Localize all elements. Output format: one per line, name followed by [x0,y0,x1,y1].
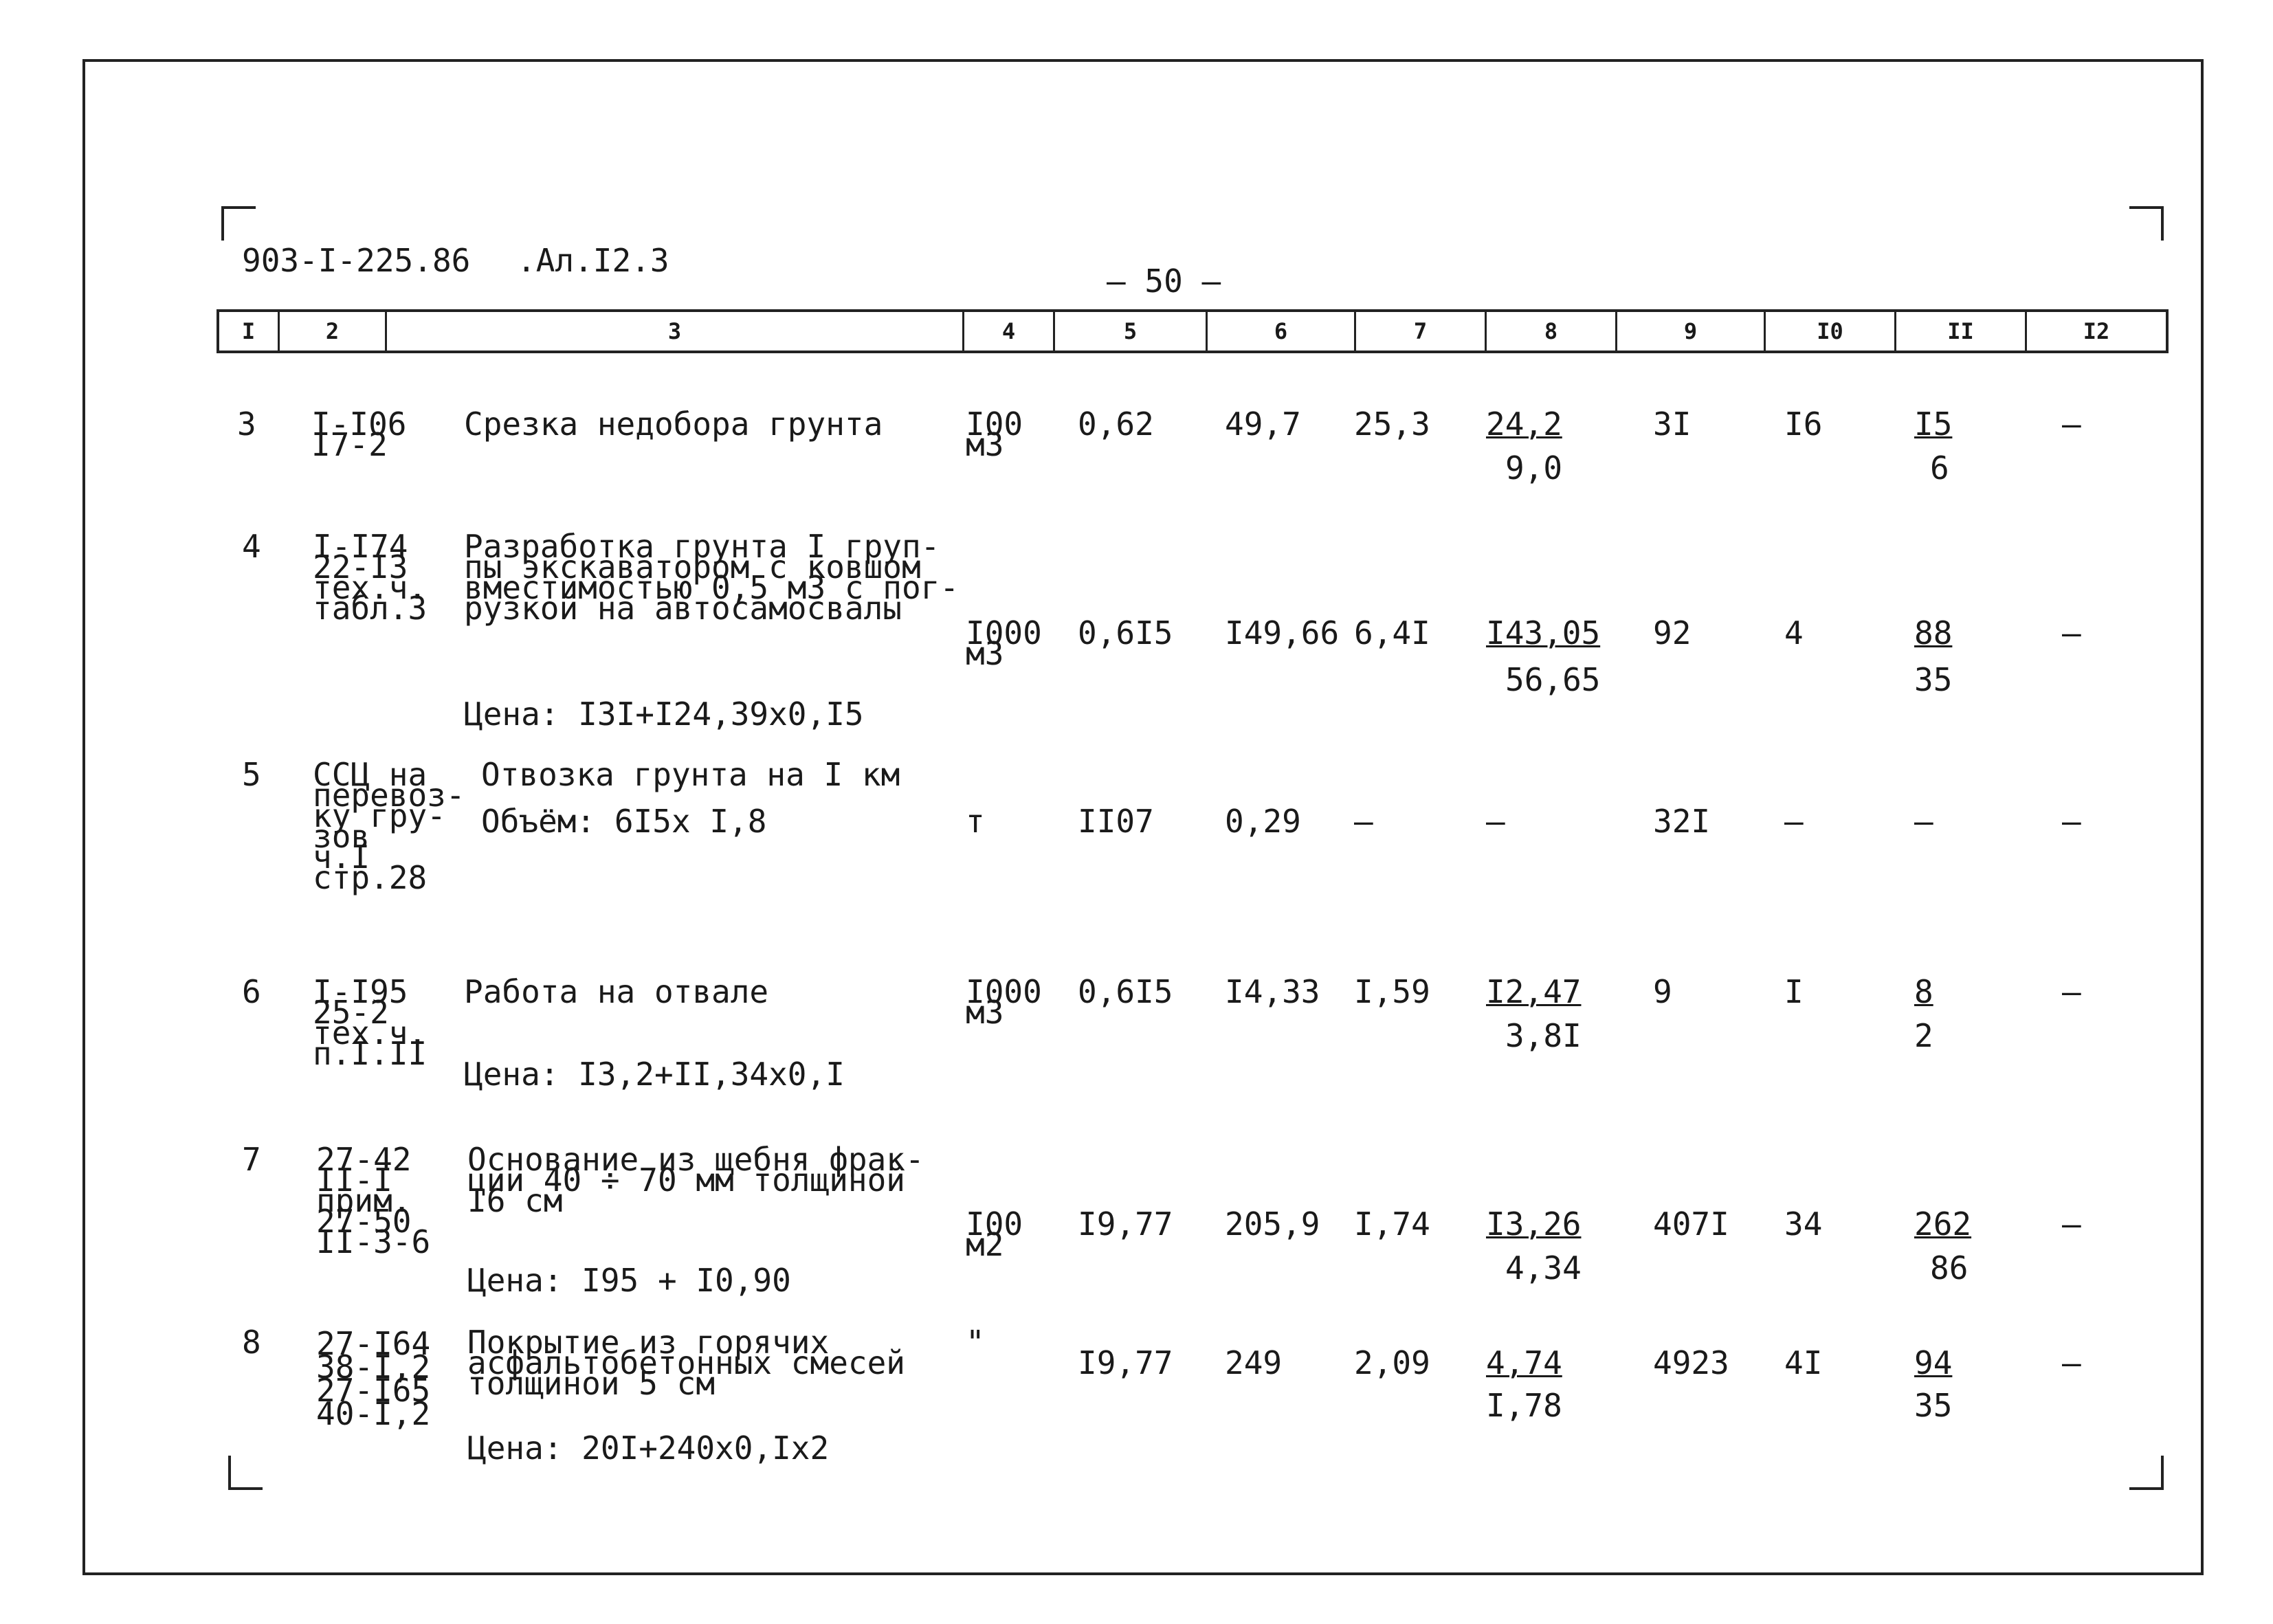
quantity: I9,77 [1078,1205,1173,1243]
column-number-row [217,309,2169,353]
work-description: Разработка грунта I груп- пы экскаватором с ковшом вместимостью 0,5 м3 с пог- рузкой на автосамосвалы [464,528,960,627]
col11-bottom-value: 86 [1930,1249,1969,1287]
work-description: Срезка недобора грунта [464,405,883,443]
row-number: 3 [237,405,256,443]
corner-mark-top-left [221,206,256,241]
col11-value: – [1914,803,1933,840]
price-formula: Цена: I3I+I24,39х0,I5 [464,696,864,733]
col10-value: 4I [1784,1344,1823,1381]
quantity: 0,6I5 [1078,614,1173,652]
col8-bottom-value: 56,65 [1505,661,1601,698]
page-number: — 50 — [1107,263,1221,300]
work-description: Работа на отвале [464,973,769,1010]
col11-bottom-value: 2 [1914,1017,1933,1054]
unit: " [966,1324,985,1361]
col11-top-value: 88 [1914,614,1953,652]
col6-value: 0,29 [1225,803,1301,840]
column-number: I0 [1766,312,1896,351]
norm-code: 27-I64 38-I,2 27-I65 40-I,2 [316,1325,431,1432]
col9-value: 32I [1653,803,1711,840]
column-number: 9 [1617,312,1766,351]
col8-bottom-value: 3,8I [1505,1017,1582,1054]
col11-top-value: 262 [1914,1205,1972,1243]
col7-value: 25,3 [1354,405,1430,443]
col10-value: 34 [1784,1205,1823,1243]
column-number: 2 [280,312,387,351]
col9-value: 4923 [1653,1344,1729,1381]
unit: т [966,803,985,840]
col9-value: 92 [1653,614,1692,652]
col12-value: – [2062,405,2081,443]
col10-value: I [1784,973,1804,1010]
col12-value: – [2062,1205,2081,1243]
col11-top-value: I5 [1914,405,1953,443]
column-number: 6 [1208,312,1356,351]
work-description: Покрытие из горячих асфальтобетонных смесей толщиной 5 см [467,1324,905,1402]
col9-value: 3I [1653,405,1692,443]
quantity: I9,77 [1078,1344,1173,1381]
col10-value: 4 [1784,614,1804,652]
col12-value: – [2062,1344,2081,1381]
row-number: 5 [242,756,261,793]
col7-value: I,59 [1354,973,1430,1010]
col7-value: 2,09 [1354,1344,1430,1381]
col7-value: – [1354,803,1373,840]
column-number: 8 [1487,312,1617,351]
volume-formula: Объём: 6I5х I,8 [481,803,767,840]
column-number: 3 [387,312,964,351]
column-number: 5 [1055,312,1208,351]
row-number: 6 [242,973,261,1010]
quantity: 0,62 [1078,405,1154,443]
unit: I000 м3 [966,614,1042,672]
col9-value: 407I [1653,1205,1729,1243]
norm-code: I-I95 25-2 тех.ч. п.I.II [313,973,428,1072]
column-number: 7 [1356,312,1487,351]
col8-value: – [1486,803,1505,840]
unit: I00 м2 [966,1205,1023,1263]
col8-top-value: 4,74 [1486,1344,1562,1381]
work-description: Основание из щебня фрак- ции 40 ÷ 70 мм толщиной I6 см [467,1141,924,1219]
norm-code: I-I06 I7-2 [311,405,407,463]
col6-value: 205,9 [1225,1205,1320,1243]
norm-code: ССЦ на перевоз- ку гру- зов ч.I стр.28 [313,756,465,896]
row-number: 8 [242,1324,261,1361]
col6-value: I4,33 [1225,973,1320,1010]
price-formula: Цена: I95 + I0,90 [467,1262,791,1299]
col11-top-value: 94 [1914,1344,1953,1381]
quantity: 0,6I5 [1078,973,1173,1010]
col10-value: I6 [1784,405,1823,443]
col7-value: 6,4I [1354,614,1430,652]
col8-top-value: I43,05 [1486,614,1601,652]
price-formula: Цена: I3,2+II,34х0,I [464,1056,845,1093]
unit: I00 м3 [966,405,1023,463]
col9-value: 9 [1653,973,1672,1010]
column-number: II [1896,312,2027,351]
col8-bottom-value: I,78 [1486,1387,1562,1424]
unit: I000 м3 [966,973,1042,1031]
col8-top-value: 24,2 [1486,405,1562,443]
row-number: 4 [242,528,261,565]
document-code: 903-I-225.86 [242,242,471,279]
quantity: II07 [1078,803,1154,840]
col8-top-value: I2,47 [1486,973,1582,1010]
corner-mark-bottom-right [2129,1456,2164,1490]
column-number: 4 [964,312,1055,351]
norm-code: I-I74 22-I3 тех.ч. табл.3 [313,528,428,627]
col7-value: I,74 [1354,1205,1430,1243]
price-formula: Цена: 20I+240х0,Iх2 [467,1430,830,1467]
work-description: Отвозка грунта на I км [481,756,900,793]
norm-code: 27-42 II-I прим. 27-50 II-3-6 [316,1141,431,1260]
column-number: I [219,312,280,351]
column-number: I2 [2083,318,2110,344]
col8-bottom-value: 9,0 [1505,449,1563,487]
col10-value: – [1784,803,1804,840]
col6-value: I49,66 [1225,614,1340,652]
col11-bottom-value: 35 [1914,661,1953,698]
corner-mark-top-right [2129,206,2164,241]
col11-bottom-value: 35 [1914,1387,1953,1424]
col12-value: – [2062,614,2081,652]
row-number: 7 [242,1141,261,1178]
col12-value: – [2062,973,2081,1010]
col8-top-value: I3,26 [1486,1205,1582,1243]
col11-top-value: 8 [1914,973,1933,1010]
col6-value: 49,7 [1225,405,1301,443]
sheet-number: .Ал.I2.3 [517,242,669,279]
col12-value: – [2062,803,2081,840]
col11-bottom-value: 6 [1930,449,1949,487]
corner-mark-bottom-left [228,1456,263,1490]
col6-value: 249 [1225,1344,1283,1381]
col8-bottom-value: 4,34 [1505,1249,1582,1287]
